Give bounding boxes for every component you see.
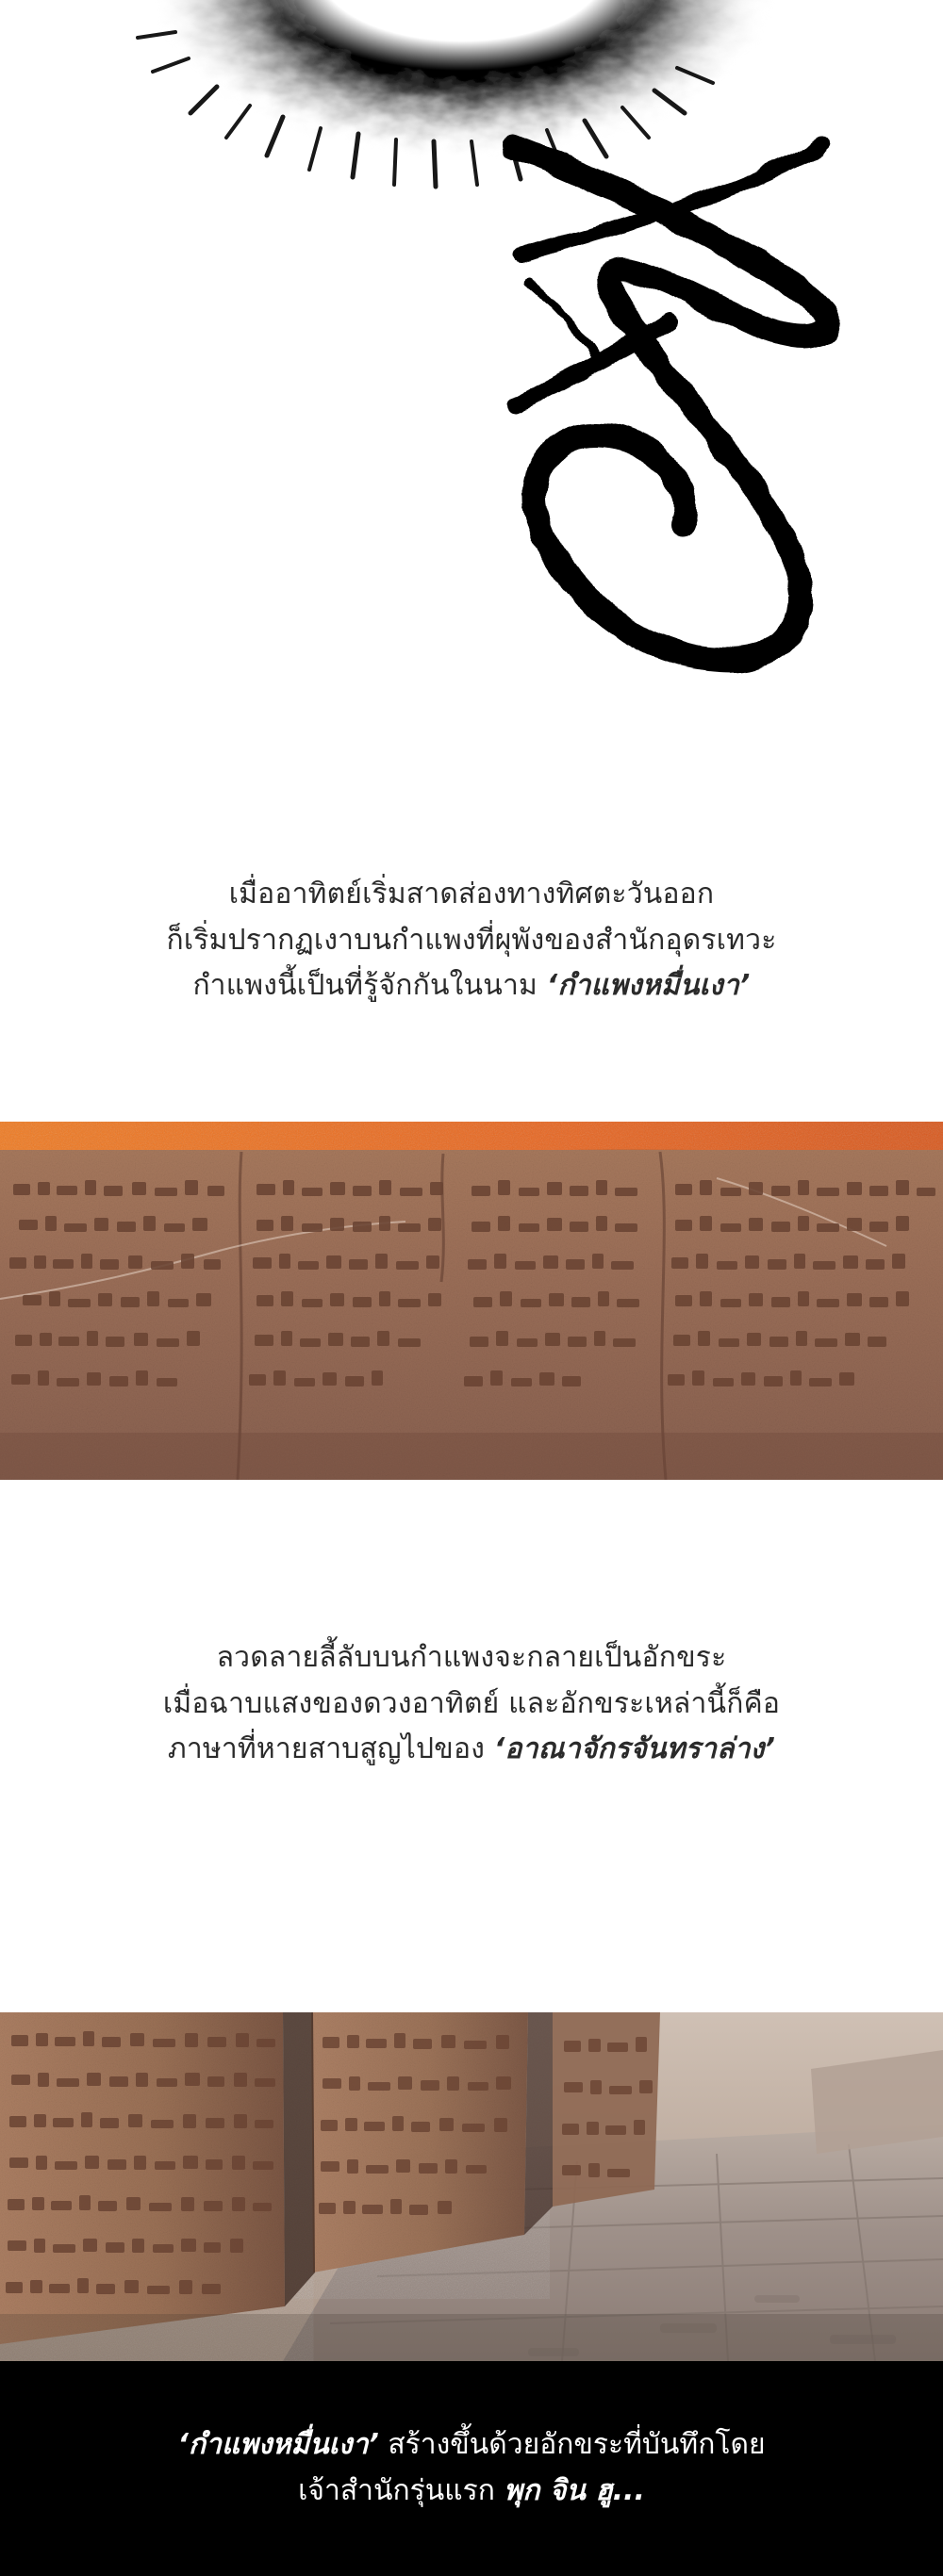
brush-stroke-panel (0, 0, 943, 848)
wall-texture-left (0, 2012, 285, 2344)
wall-texture (0, 1150, 943, 1480)
narration-2-line-3 (0, 1727, 943, 1773)
caption-line-2-emphasis: พุก จิน ฮู... (504, 2474, 645, 2507)
wall-texture-center (311, 2012, 528, 2272)
caption-line-2 (0, 2469, 943, 2515)
wall-inscription-illustration-2 (0, 2012, 943, 2361)
caption-text (0, 2422, 943, 2514)
caption-line-2-prefix: เจ้าสำนักรุ่นแรก (298, 2474, 505, 2507)
narration-2-line-1: ลวดลายลี้ลับบนกำแพงจะกลายเป็นอักขระ (216, 1641, 727, 1674)
caption-line-1-suffix: สร้างขึ้นด้วยอักขระที่บันทึกโดย (378, 2428, 766, 2462)
narration-1-emphasis: ‘กำแพงหมื่นเงา’ (546, 969, 751, 1003)
wall-inscription-panel-1 (0, 1122, 943, 1480)
caption-bar (0, 2361, 943, 2576)
wall-gap-shadow-2 (524, 2012, 553, 2235)
wall-inscription-illustration-1 (0, 1122, 943, 1480)
narration-block-1 (0, 872, 943, 1009)
caption-line-1-emphasis: ‘กำแพงหมื่นเงา’ (177, 2428, 379, 2462)
narration-1-line-1: เมื่ออาทิตย์เริ่มสาดส่องทางทิศตะวันออก (228, 878, 715, 911)
narration-2-emphasis: ‘อาณาจักรจันทราล่าง’ (493, 1732, 776, 1766)
sunrise-sky (0, 1122, 943, 1154)
wall-bottom-shadow (0, 1433, 943, 1480)
narration-2-line-2: เมื่อฉาบแสงของดวงอาทิตย์ และอักขระเหล่านี้ก็คือ (162, 1686, 781, 1720)
narration-1-line-3-prefix: กำแพงนี้เป็นที่รู้จักกันในนาม (192, 969, 547, 1003)
caption-line-1 (0, 2422, 943, 2469)
narration-2-line-3-prefix: ภาษาที่หายสาบสูญไปของ (167, 1732, 494, 1766)
narration-1-line-2: ก็เริ่มปรากฏเงาบนกำแพงที่ผุพังของสำนักอุดรเทวะ (166, 923, 777, 957)
narration-block-2 (0, 1635, 943, 1773)
calligraphy-stroke (514, 146, 828, 660)
brush-stroke-illustration (0, 0, 943, 848)
narration-1-line-3 (0, 963, 943, 1009)
wall-gap-shadow (283, 2012, 315, 2306)
panel-bottom-vignette (0, 2314, 943, 2361)
wall-inscription-panel-2 (0, 2012, 943, 2361)
